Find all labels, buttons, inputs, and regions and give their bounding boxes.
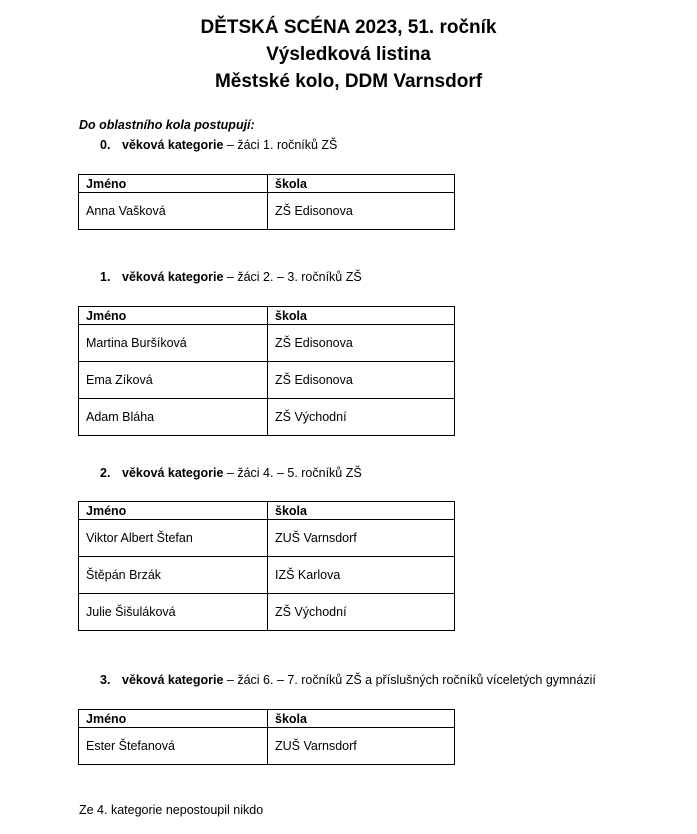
table-row (79, 728, 455, 765)
participant-name: Viktor Albert Štefan (79, 520, 268, 557)
participant-school: ZŠ Edisonova (268, 362, 455, 399)
table-header-row (79, 175, 455, 193)
category-0-table (78, 174, 455, 230)
table-row (79, 193, 455, 230)
table-row (79, 362, 455, 399)
category-description: – žáci 6. – 7. ročníků ZŠ a příslušných ročníků víceletých gymnázií (223, 673, 596, 687)
table-header-row (79, 307, 455, 325)
category-number: 3. (100, 673, 111, 687)
title-line-1: DĚTSKÁ SCÉNA 2023, 51. ročník (200, 17, 497, 38)
column-header-school: škola (268, 710, 455, 728)
category-description: – žáci 1. ročníků ZŠ (223, 138, 338, 152)
participant-name: Adam Bláha (79, 399, 268, 436)
participant-name: Ema Zíková (79, 362, 268, 399)
column-header-school: škola (268, 307, 455, 325)
table-row (79, 325, 455, 362)
category-number: 2. (100, 466, 111, 480)
category-description: – žáci 2. – 3. ročníků ZŠ (223, 270, 362, 284)
footnote: Ze 4. kategorie nepostoupil nikdo (79, 803, 264, 817)
category-name: věková kategorie (122, 270, 224, 284)
participant-name: Ester Štefanová (79, 728, 268, 765)
category-description: – žáci 4. – 5. ročníků ZŠ (223, 466, 362, 480)
category-name: věková kategorie (122, 466, 224, 480)
table-row (79, 520, 455, 557)
category-number: 1. (100, 270, 111, 284)
participant-name: Martina Buršíková (79, 325, 268, 362)
table-row (79, 557, 455, 594)
title-line-3: Městské kolo, DDM Varnsdorf (214, 71, 483, 92)
category-1-heading (100, 270, 362, 284)
participant-school: ZUŠ Varnsdorf (268, 728, 455, 765)
category-1-table (78, 306, 455, 436)
category-2-heading (100, 466, 362, 480)
participant-school: ZŠ Edisonova (268, 325, 455, 362)
column-header-school: škola (268, 502, 455, 520)
table-header-row (79, 502, 455, 520)
category-0-heading (100, 138, 337, 152)
category-3-table (78, 709, 455, 765)
participant-name: Anna Vašková (79, 193, 268, 230)
category-number: 0. (100, 138, 111, 152)
document-title (0, 14, 697, 95)
column-header-name: Jméno (79, 710, 268, 728)
table-row (79, 594, 455, 631)
column-header-name: Jméno (79, 502, 268, 520)
participant-name: Štěpán Brzák (79, 557, 268, 594)
participant-school: ZŠ Východní (268, 399, 455, 436)
participant-school: ZŠ Edisonova (268, 193, 455, 230)
column-header-name: Jméno (79, 307, 268, 325)
category-3-heading (100, 673, 596, 687)
table-header-row (79, 710, 455, 728)
participant-school: ZŠ Východní (268, 594, 455, 631)
table-row (79, 399, 455, 436)
title-line-2: Výsledková listina (266, 44, 431, 65)
participant-school: ZUŠ Varnsdorf (268, 520, 455, 557)
column-header-school: škola (268, 175, 455, 193)
participant-school: IZŠ Karlova (268, 557, 455, 594)
intro-text: Do oblastního kola postupují: (79, 118, 255, 132)
category-name: věková kategorie (122, 673, 224, 687)
category-name: věková kategorie (122, 138, 224, 152)
category-2-table (78, 501, 455, 631)
participant-name: Julie Šišuláková (79, 594, 268, 631)
column-header-name: Jméno (79, 175, 268, 193)
